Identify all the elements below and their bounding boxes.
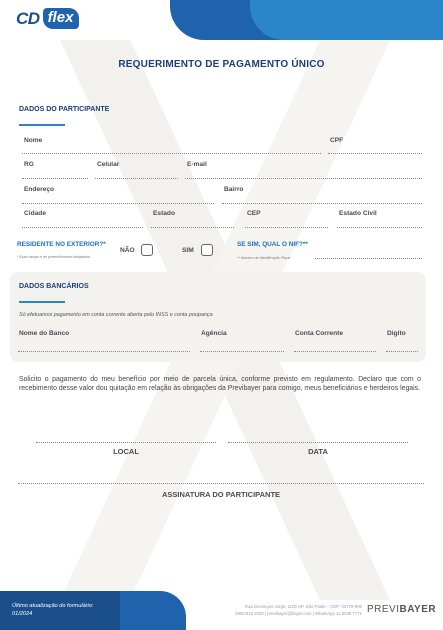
declaration-text: Solicito o pagamento do meu benefício por meio de parcela única, conforme previsto em regulamento. Declaro que com o recebimento desse valor dou quitação em relação às obrigações da Previbayer para comigo, meus beneficiários e herdeiros legais. <box>19 376 421 392</box>
agencia-label: Agência <box>201 330 227 337</box>
logo-cd-text: CD <box>16 8 40 28</box>
header-band-accent <box>250 0 443 40</box>
estado-field[interactable] <box>151 227 234 228</box>
footer-address <box>190 603 362 617</box>
sim-checkbox[interactable] <box>201 244 213 256</box>
page-title: REQUERIMENTO DE PAGAMENTO ÚNICO <box>118 59 325 70</box>
nao-label: NÃO <box>120 247 135 254</box>
cidade-label: Cidade <box>24 210 46 217</box>
assinatura-label: ASSINATURA DO PARTICIPANTE <box>161 490 281 499</box>
footer-address-line2: 0800 818 2020 | previbayer@bayer.com | WhatsApp 11 5039 7771 <box>235 611 362 616</box>
footer-update-date: 01/2024 <box>12 611 33 617</box>
footer-update-label: Último atualização do formulário: <box>12 603 94 609</box>
sim-label: SIM <box>182 247 194 254</box>
bank-note: Só efetuamos pagamento em conta corrente aberta pelo INSS e conta poupança <box>19 312 213 318</box>
agencia-field[interactable] <box>200 351 284 352</box>
cd-flex-logo <box>16 8 79 29</box>
participant-section-title: DADOS DO PARTICIPANTE <box>19 106 110 113</box>
celular-label: Celular <box>97 161 120 168</box>
banco-label: Nome do Banco <box>19 330 70 337</box>
residente-note: * Esse campo é de preenchimento obrigatório. <box>17 255 91 259</box>
rg-field[interactable] <box>22 178 88 179</box>
nao-checkbox[interactable] <box>141 244 153 256</box>
email-field[interactable] <box>185 178 422 179</box>
previbayer-logo <box>367 604 436 615</box>
estado-label: Estado <box>153 210 175 217</box>
cpf-label: CPF <box>330 137 344 144</box>
estado-civil-field[interactable] <box>337 227 422 228</box>
bairro-field[interactable] <box>222 203 422 204</box>
data-field[interactable] <box>228 442 408 443</box>
local-field[interactable] <box>36 442 216 443</box>
bank-section-rule <box>19 301 65 303</box>
bairro-label: Bairro <box>224 186 244 193</box>
nif-field[interactable] <box>315 258 422 259</box>
cpf-field[interactable] <box>328 153 422 154</box>
participant-section-rule <box>19 124 65 126</box>
logo-flex-text: flex <box>43 8 80 29</box>
banco-field[interactable] <box>18 351 190 352</box>
nome-label: Nome <box>24 137 43 144</box>
bank-section-title: DADOS BANCÁRIOS <box>19 283 89 290</box>
celular-field[interactable] <box>95 178 178 179</box>
local-label: LOCAL <box>113 447 139 456</box>
nif-note: ** Número de Identificação Fiscal <box>237 256 291 260</box>
estado-civil-label: Estado Civil <box>339 210 377 217</box>
conta-label: Conta Corrente <box>295 330 343 337</box>
nome-field[interactable] <box>22 153 321 154</box>
conta-field[interactable] <box>294 351 376 352</box>
assinatura-field[interactable] <box>18 483 424 484</box>
cep-field[interactable] <box>245 227 328 228</box>
data-label: DATA <box>308 447 328 456</box>
previbayer-prefix: PREVI <box>367 604 400 615</box>
digito-field[interactable] <box>386 351 418 352</box>
footer-address-line1: Rua Domingos Jorge, 1100 SP, São Paulo – CEP: 04779-900 <box>244 604 362 609</box>
cidade-field[interactable] <box>22 227 143 228</box>
endereco-label: Endereço <box>24 186 55 193</box>
residente-exterior-label: RESIDENTE NO EXTERIOR?* <box>17 241 106 248</box>
digito-label: Digito <box>387 330 406 337</box>
endereco-field[interactable] <box>22 203 214 204</box>
previbayer-suffix: BAYER <box>399 604 437 615</box>
nif-label: SE SIM, QUAL O NIF?** <box>237 241 308 248</box>
email-label: E-mail <box>187 161 207 168</box>
cep-label: CEP <box>247 210 261 217</box>
rg-label: RG <box>24 161 34 168</box>
